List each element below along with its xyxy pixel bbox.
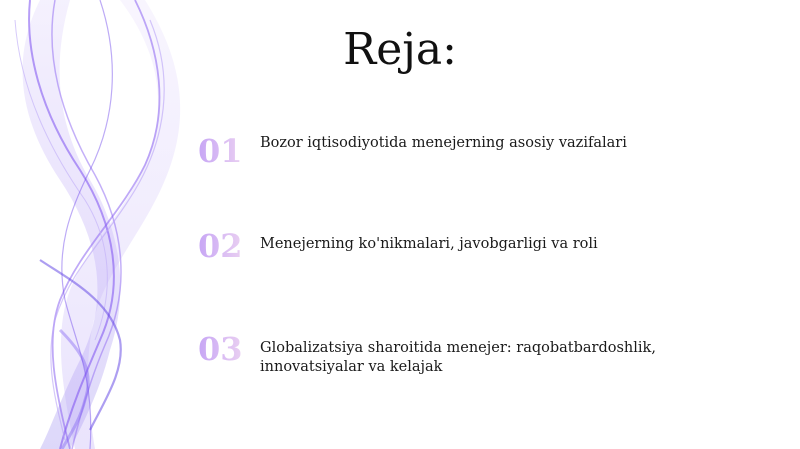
agenda-item-2 [198,226,758,274]
agenda-item-1 [198,131,758,179]
purple-smoke-decoration [0,0,200,449]
agenda-item-number: 03 [198,330,243,368]
slide-title: Reja: [343,24,457,75]
agenda-item-number: 02 [198,227,243,265]
agenda-item-text: Menejerning ko'nikmalari, javobgarligi va roli [260,236,598,252]
agenda-item-3 [198,329,758,377]
agenda-item-number: 01 [198,132,243,170]
agenda-item-text: Globalizatsiya sharoitida menejer: raqobatbardoshlik, innovatsiyalar va kelajak [260,340,656,375]
agenda-item-text: Bozor iqtisodiyotida menejerning asosiy vazifalari [260,135,627,151]
